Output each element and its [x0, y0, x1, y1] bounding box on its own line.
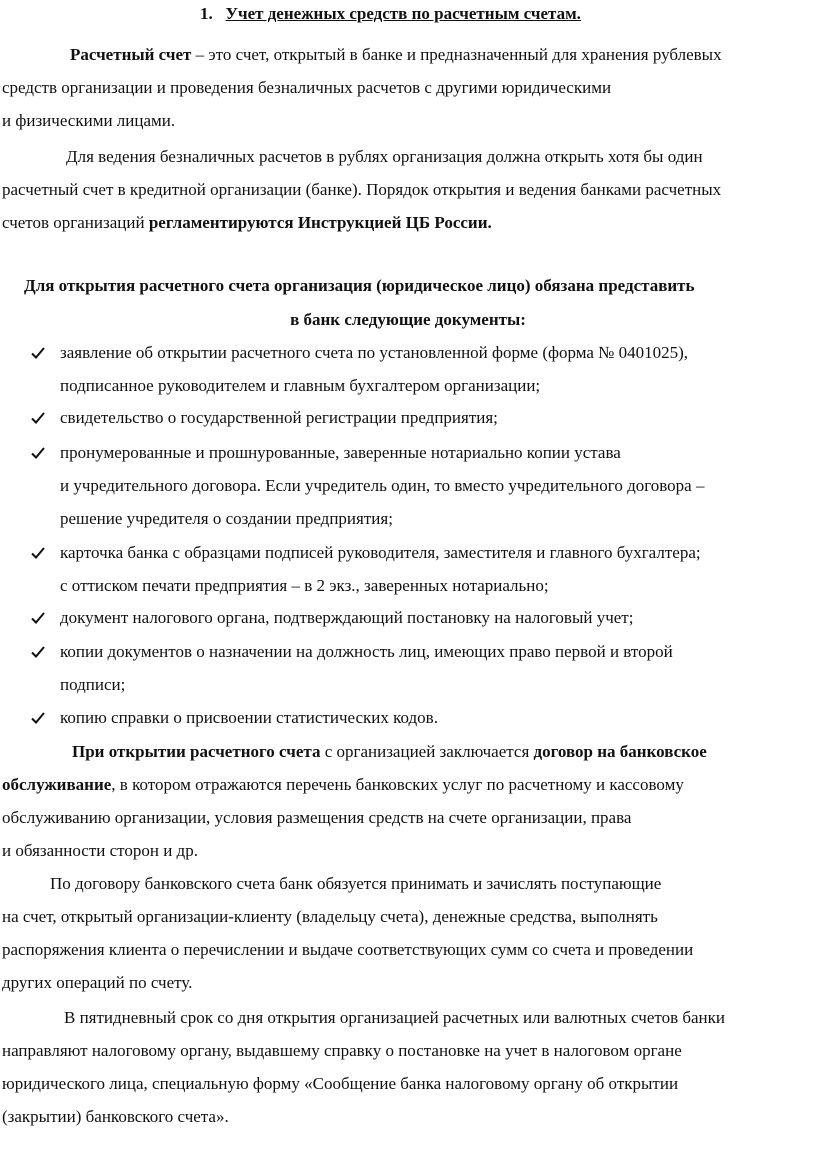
- p2-line-3: счетов организаций регламентируются Инструкцией ЦБ России.: [2, 213, 492, 232]
- checkmark-icon: [30, 542, 48, 564]
- p1-line-3: и физическими лицами.: [2, 111, 176, 130]
- list-item-cont: и учредительного договора. Если учредитель один, то вместо учредительного договора –: [60, 476, 705, 495]
- p3-line-2: обслуживание, в котором отражаются перечень банковских услуг по расчетному и кассовому: [2, 775, 684, 794]
- section-heading: [200, 3, 581, 25]
- checkmark-icon: [30, 607, 48, 629]
- term-settlement-account: Расчетный счет: [70, 45, 192, 64]
- p4-line-2: на счет, открытый организации-клиенту (владельцу счета), денежные средства, выполнять: [2, 907, 658, 926]
- checkmark-icon: [30, 342, 48, 364]
- p5-line-3: юридического лица, специальную форму «Сообщение банка налоговому органу об открытии: [2, 1074, 679, 1093]
- checkmark-icon: [30, 707, 48, 729]
- list-item-cont: подписи;: [60, 675, 126, 694]
- list-item: копию справки о присвоении статистических кодов.: [60, 708, 438, 727]
- p5-line-4: (закрытии) банковского счета».: [2, 1107, 229, 1126]
- list-item: свидетельство о государственной регистрации предприятия;: [60, 408, 498, 427]
- docs-heading-line-2: в банк следующие документы:: [290, 310, 526, 329]
- list-item: заявление об открытии расчетного счета по установленной форме (форма № 0401025),: [60, 343, 689, 362]
- heading-number: 1.: [200, 4, 213, 23]
- list-item: документ налогового органа, подтверждающий постановку на налоговый учет;: [60, 608, 634, 627]
- p1-line-2: средств организации и проведения безналичных расчетов с другими юридическими: [2, 78, 612, 97]
- heading-text: Учет денежных средств по расчетным счетам.: [225, 4, 581, 23]
- p1-line-1: Расчетный счет – это счет, открытый в банке и предназначенный для хранения рублевых: [70, 45, 722, 64]
- checkmark-icon: [30, 641, 48, 663]
- p3-line-1: При открытии расчетного счета с организацией заключается договор на банковское: [72, 742, 707, 761]
- p5-line-1: В пятидневный срок со дня открытия организацией расчетных или валютных счетов банки: [64, 1008, 725, 1027]
- p3-line-3: обслуживанию организации, условия размещения средств на счете организации, права: [2, 808, 632, 827]
- p5-line-2: направляют налоговому органу, выдавшему справку о постановке на учет в налоговом органе: [2, 1041, 682, 1060]
- p4-line-4: других операций по счету.: [2, 973, 193, 992]
- list-item: копии документов о назначении на должность лиц, имеющих право первой и второй: [60, 642, 673, 661]
- list-item-cont: решение учредителя о создании предприятия;: [60, 509, 393, 528]
- docs-heading-line-1: Для открытия расчетного счета организация (юридическое лицо) обязана представить: [24, 276, 695, 295]
- checkmark-icon: [30, 442, 48, 464]
- checkmark-icon: [30, 407, 48, 429]
- instruction-reference: регламентируются Инструкцией ЦБ России.: [148, 213, 492, 232]
- list-item: карточка банка с образцами подписей руководителя, заместителя и главного бухгалтера;: [60, 543, 701, 562]
- p4-line-1: По договору банковского счета банк обязуется принимать и зачислять поступающие: [50, 874, 662, 893]
- p3-line-4: и обязанности сторон и др.: [2, 841, 198, 860]
- list-item: пронумерованные и прошнурованные, заверенные нотариально копии устава: [60, 443, 621, 462]
- p2-line-2: расчетный счет в кредитной организации (банке). Порядок открытия и ведения банками расчетных: [2, 180, 722, 199]
- p2-line-1: Для ведения безналичных расчетов в рублях организация должна открыть хотя бы один: [66, 147, 703, 166]
- list-item-cont: с оттиском печати предприятия – в 2 экз., заверенных нотариально;: [60, 576, 549, 595]
- list-item-cont: подписанное руководителем и главным бухгалтером организации;: [60, 376, 541, 395]
- p4-line-3: распоряжения клиента о перечислении и выдаче соответствующих сумм со счета и проведении: [2, 940, 694, 959]
